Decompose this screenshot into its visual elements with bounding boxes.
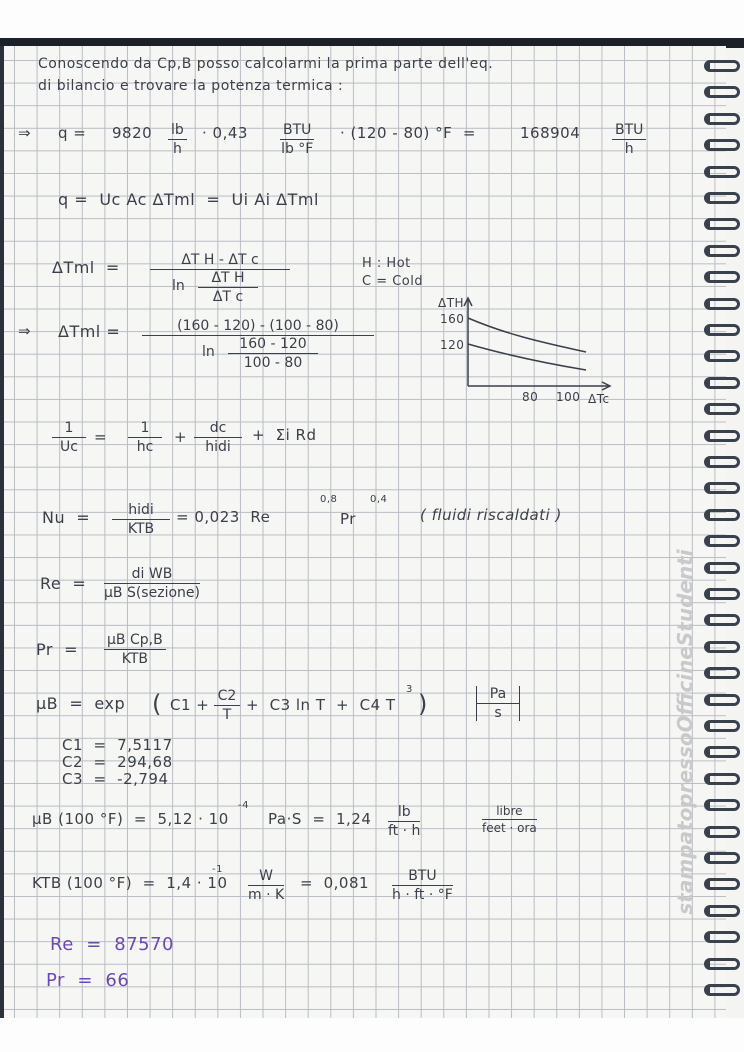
mu-paren-open: ( xyxy=(152,690,162,718)
spiral-ring xyxy=(704,166,740,178)
spiral-ring xyxy=(704,377,740,389)
spiral-ring xyxy=(704,245,740,257)
spiral-ring xyxy=(704,878,740,890)
legend-cold: C = Cold xyxy=(362,274,424,289)
lmtd-fraction: ΔT H - ΔT c ln $\frac{\text{ΔT H}}{\text{ΔT c}}$ xyxy=(150,252,290,305)
spiral-ring xyxy=(704,430,740,442)
spiral-ring xyxy=(704,509,740,521)
spiral-ring xyxy=(704,852,740,864)
spiral-ring xyxy=(704,324,740,336)
dc-over-hidi: dc hidi xyxy=(194,420,242,455)
spiral-binding xyxy=(700,60,744,1020)
spiral-ring xyxy=(704,562,740,574)
result-pr: Pr = 66 xyxy=(46,970,130,991)
re-fraction: di WB μB S(sezione) xyxy=(104,566,200,601)
hot-curve xyxy=(468,318,586,352)
scan-bottom-margin xyxy=(0,1018,744,1052)
legend-hot: H : Hot xyxy=(362,256,411,271)
spiral-ring xyxy=(704,113,740,125)
mu-paren-close: ) xyxy=(418,690,428,718)
re-exponent: 0,8 xyxy=(320,494,338,505)
spiral-ring xyxy=(704,958,740,970)
implies-arrow-2: ⇒ xyxy=(18,322,32,340)
inverse-uc: $\frac{1}{Uc}$ xyxy=(52,420,86,455)
hidi-over-ktb: hidi KTB xyxy=(112,502,170,537)
scan-top-margin xyxy=(0,0,744,38)
constant-c1: C1 = 7,5117 xyxy=(62,736,173,754)
spiral-ring xyxy=(704,826,740,838)
result-re: Re = 87570 xyxy=(50,934,175,955)
pr-lhs: Pr = xyxy=(36,640,79,659)
spiral-ring xyxy=(704,588,740,600)
mu100-mid: Pa·S = 1,24 xyxy=(268,810,372,828)
spiral-ring xyxy=(704,746,740,758)
mu-tail: + C3 ln T + C4 T xyxy=(246,696,396,714)
spiral-ring xyxy=(704,86,740,98)
watermark: stampatopressoOfficineStudenti xyxy=(673,549,697,915)
spiral-ring xyxy=(704,218,740,230)
mu100-lhs: μB (100 °F) = 5,12 · 10 xyxy=(32,810,229,828)
mu-unit: $\frac{Pa}{s}$ xyxy=(476,686,520,721)
spiral-ring xyxy=(704,931,740,943)
mu-lhs: μB = exp xyxy=(36,694,126,713)
spiral-ring xyxy=(704,799,740,811)
q-result: 168904 xyxy=(520,124,581,142)
spiral-ring xyxy=(704,456,740,468)
nu-lhs: Nu = xyxy=(42,508,91,527)
lmtd-num-lhs: ΔTml = xyxy=(58,322,121,341)
lmtd-lhs: ΔTml = xyxy=(52,258,120,277)
graph-x-tick-80: 80 xyxy=(522,390,539,404)
k100-lhs: KTB (100 °F) = 1,4 · 10 xyxy=(32,874,228,892)
delta-t-term: · (120 - 80) °F = xyxy=(340,124,476,142)
u-equals: = xyxy=(94,428,108,446)
intro-line-2: di bilancio e trovare la potenza termica : xyxy=(38,78,344,94)
graph-y-label: ΔTH xyxy=(438,296,465,310)
spiral-ring xyxy=(704,271,740,283)
graph-y-tick-160: 160 xyxy=(440,312,465,326)
spiral-ring xyxy=(704,482,740,494)
spiral-ring xyxy=(704,720,740,732)
q-ua-equation: q = Uc Ac ΔTml = Ui Ai ΔTml xyxy=(58,190,319,209)
c2-over-t: $\frac{C2}{T}$ xyxy=(214,688,240,723)
spiral-ring xyxy=(704,667,740,679)
mu100-note: libre feet · ora xyxy=(482,804,537,835)
nu-note: ( fluidi riscaldati ) xyxy=(420,506,562,524)
mu-exponent: 3 xyxy=(406,684,413,695)
k100-unit: $\frac{W}{m \cdot K}$ xyxy=(248,868,285,903)
q-result-unit: BTU h xyxy=(612,122,646,157)
intro-line-1: Conoscendo da Cp,B posso calcolarmi la prima parte dell'eq. xyxy=(38,56,494,72)
k100-mid: = 0,081 xyxy=(300,874,370,892)
graph-x-tick-100: 100 xyxy=(556,390,581,404)
spiral-ring xyxy=(704,403,740,415)
fouling-sum: + Σi Rd xyxy=(252,426,317,444)
spiral-ring xyxy=(704,298,740,310)
constant-c2: C2 = 294,68 xyxy=(62,753,173,771)
cp-value: · 0,43 xyxy=(202,124,248,142)
graph-x-label: ΔTc xyxy=(588,392,610,406)
plus-1: + xyxy=(174,428,188,446)
pr-symbol: Pr xyxy=(340,510,356,528)
implies-arrow: ⇒ xyxy=(18,124,32,142)
cp-unit: BTU lb °F xyxy=(281,122,314,157)
spiral-ring xyxy=(704,139,740,151)
lmtd-numeric-fraction: (160 - 120) - (100 - 80) ln $\frac{160 - 120}{100 - 80}$ xyxy=(142,318,374,371)
pr-exponent: 0,4 xyxy=(370,494,388,505)
nu-correlation: = 0,023 Re xyxy=(176,508,271,526)
constant-c3: C3 = -2,794 xyxy=(62,770,169,788)
spiral-ring xyxy=(704,350,740,362)
pr-fraction: μB Cp,B KTB xyxy=(104,632,166,667)
spiral-ring xyxy=(704,641,740,653)
mu-c1: C1 + xyxy=(170,696,210,714)
spiral-ring xyxy=(704,60,740,72)
spiral-ring xyxy=(704,614,740,626)
k100-unit-2: BTU h · ft · °F xyxy=(392,868,453,903)
mass-flow-unit: $\frac{lb}{h}$ xyxy=(168,122,187,157)
re-lhs: Re = xyxy=(40,574,87,593)
spiral-ring xyxy=(704,905,740,917)
graph-y-tick-120: 120 xyxy=(440,338,465,352)
mass-flow-value: 9820 xyxy=(112,124,153,142)
q-lhs: q = xyxy=(58,124,87,142)
inverse-hc: $\frac{1}{hc}$ xyxy=(128,420,162,455)
spiral-ring xyxy=(704,984,740,996)
spiral-ring xyxy=(704,694,740,706)
spiral-ring xyxy=(704,192,740,204)
spiral-ring xyxy=(704,535,740,547)
spiral-ring xyxy=(704,773,740,785)
k100-exponent: -1 xyxy=(212,864,223,875)
mu100-exponent: -4 xyxy=(238,800,249,811)
mu100-unit: $\frac{lb}{ft \cdot h}$ xyxy=(388,804,421,839)
